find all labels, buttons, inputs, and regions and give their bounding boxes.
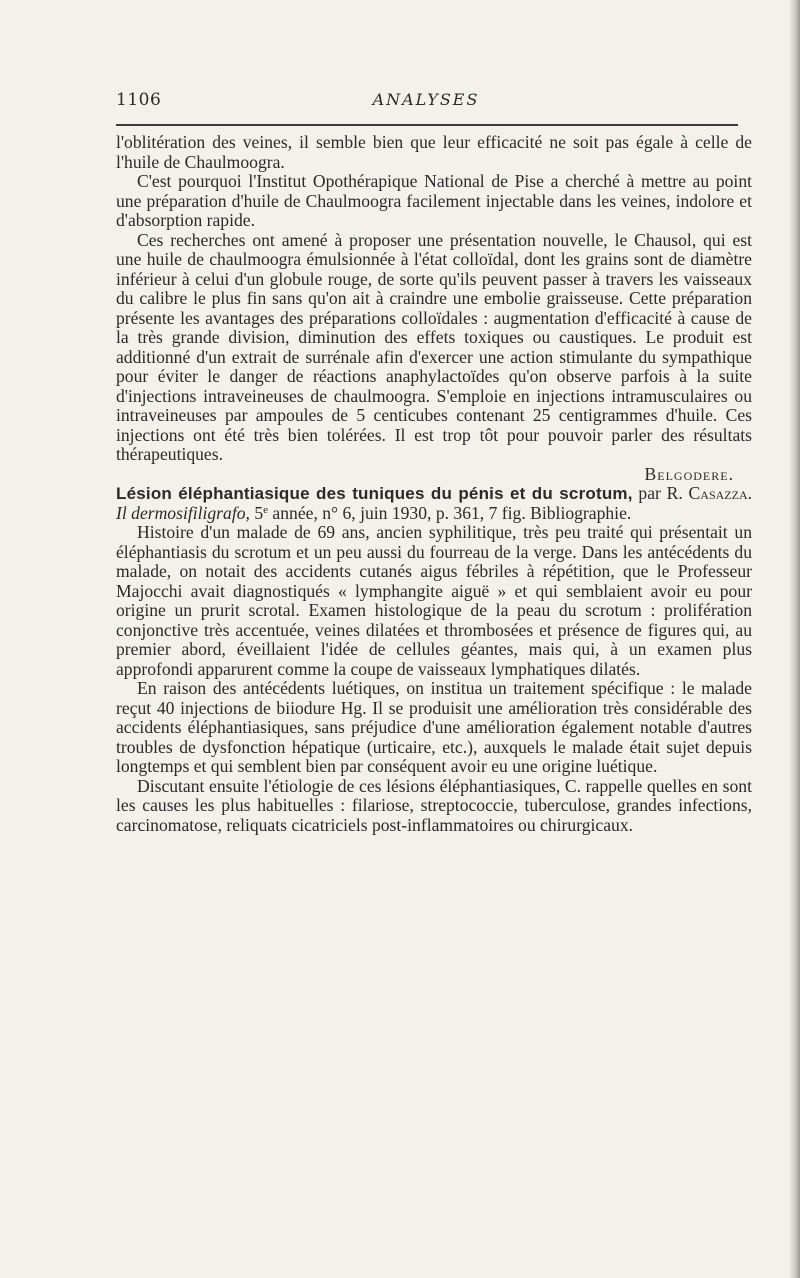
article-body [116, 133, 752, 835]
citation-details: année, n° 6, juin 1930, p. 361, 7 fig. Bibliographie. [272, 502, 632, 523]
header-rule [116, 124, 738, 126]
paragraph: Histoire d'un malade de 69 ans, ancien syphilitique, très peu traité qui présentait un éléphantiasis du scrotum et un peu aussi du fourreau de la verge. Dans les antécédents du malade, on notait des accidents cutanés aigus fébriles à répétition, que le Professeur Majocchi avait diagnostiqués « lymphangite aiguë » et qui semblaient avoir eu pour origine un prurit scrotal. Examen histologique de la peau du scrotum : prolifération conjonctive très accentuée, veines dilatées et thrombosées et présence de figures qui, au premier abord, éveillaient l'idée de cellules géantes, mais qui, à un examen plus approfondi apparurent comme la coupe de vaisseaux lymphatiques dilatés. [116, 522, 752, 679]
author-signature: Belgodere. [644, 463, 734, 484]
running-head: ANALYSES [372, 90, 480, 109]
citation-superscript: e [263, 503, 269, 516]
citation-par: par [638, 483, 661, 503]
paragraph: Ces recherches ont amené à proposer une présentation nouvelle, le Chausol, qui est une huile de chaulmoogra émulsionnée à l'état colloïdal, dont les grains sont de diamètre inférieur à celui d'un globule rouge, de sorte qu'ils peuvent passer à travers les vaisseaux du calibre le plus fin sans qu'on ait à craindre une embolie graisseuse. Cette préparation présente les avantages des préparations colloïdales : augmentation d'efficacité à cause de la très grande division, diminution des effets toxiques ou caustiques. Le produit est additionné d'un extrait de surrénale afin d'exercer une action stimulante du sympathique pour éviter le danger de réactions anaphylactoïdes qu'on observe parfois à la suite d'injections intraveineuses de chaulmoogra. S'emploie en injections intramusculaires ou intraveineuses par ampoules de 5 centicubes contenant 25 centigrammes d'huile. Ces injections ont été très bien tolérées. Il est trop tôt pour pouvoir parler des résultats thérapeutiques. [116, 229, 752, 464]
citation-author: R. Casazza. [666, 483, 753, 503]
page-header [116, 90, 736, 112]
paragraph: l'oblitération des veines, il semble bien que leur efficacité ne soit pas égale à celle de l'huile de Chaulmoogra. [116, 132, 752, 172]
page-edge-shadow [790, 0, 800, 1278]
page-number: 1106 [116, 90, 162, 110]
citation-journal: Il dermosifiligrafo, [116, 502, 250, 523]
citation-block [116, 484, 752, 523]
paragraph: En raison des antécédents luétiques, on institua un traitement spécifique : le malade reçut 40 injections de biiodure Hg. Il se produisit une amélioration très considérable des accidents éléphantiasiques, sans préjudice d'une amélioration également notable d'autres troubles de dysfonction hépatique (urticaire, etc.), auxquels le malade était sujet depuis longtemps et qui semblent bien par conséquent avoir eu une origine luétique. [116, 678, 752, 776]
article-title: Lésion éléphantiasique des tuniques du pénis et du scrotum, [116, 484, 633, 503]
paragraph: C'est pourquoi l'Institut Opothérapique National de Pise a cherché à mettre au point une préparation d'huile de Chaulmoogra facilement injectable dans les veines, indolore et d'absorption rapide. [116, 171, 752, 230]
citation-volume: 5 [254, 502, 264, 523]
paragraph: Discutant ensuite l'étiologie de ces lésions éléphantiasiques, C. rappelle quelles en sont les causes les plus habituelles : filariose, streptococcie, tuberculose, grandes infections, carcinomatose, reliquats cicatriciels post-inflammatoires ou chirurgicaux. [116, 775, 752, 835]
